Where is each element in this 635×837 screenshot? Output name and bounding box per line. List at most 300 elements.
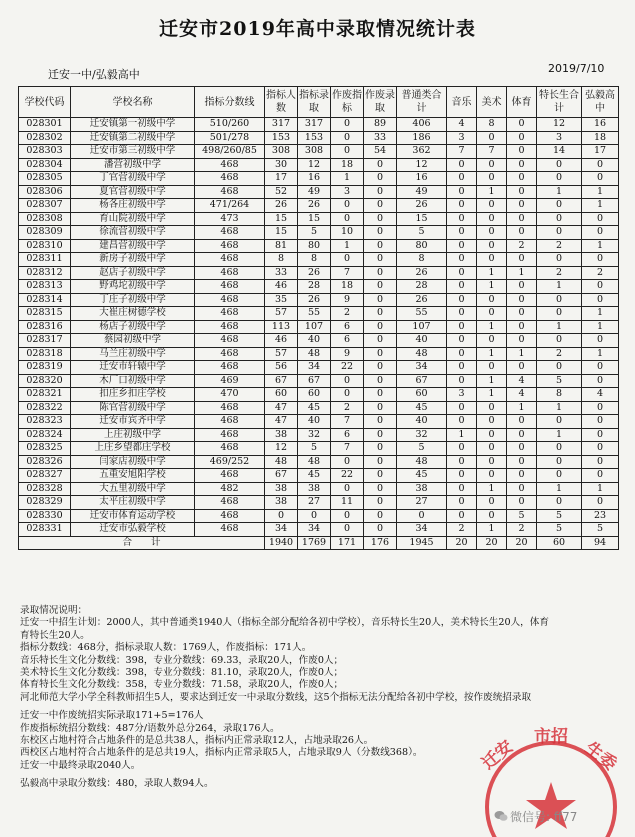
value-cell: 0: [331, 131, 364, 145]
value-cell: 468: [195, 347, 265, 361]
total-value-cell: 20: [477, 536, 507, 550]
value-cell: 0: [364, 469, 397, 483]
note-line: 录取情况说明：: [20, 605, 88, 616]
table-row: [19, 185, 619, 199]
value-cell: 0: [582, 212, 619, 226]
value-cell: 0: [507, 334, 537, 348]
value-cell: 26: [298, 199, 331, 213]
value-cell: 12: [397, 158, 447, 172]
note-line: 迁安一中招生计划：2000人，其中普通类1940人（指标全部分配给各初中学校），音乐特长生20人，美术特长生20人，体育: [20, 617, 549, 629]
value-cell: 5: [298, 442, 331, 456]
value-cell: 40: [397, 334, 447, 348]
value-cell: 22: [331, 361, 364, 375]
table-row: [19, 361, 619, 375]
value-cell: 501/278: [195, 131, 265, 145]
value-cell: 1: [331, 172, 364, 186]
value-cell: 40: [298, 415, 331, 429]
value-cell: 2: [507, 523, 537, 537]
table-row: [19, 226, 619, 240]
value-cell: 3: [331, 185, 364, 199]
school-code-cell: 028304: [19, 158, 71, 172]
table-row: [19, 442, 619, 456]
svg-text:生委: 生委: [580, 738, 621, 775]
value-cell: 468: [195, 428, 265, 442]
value-cell: 468: [195, 280, 265, 294]
value-cell: 14: [537, 145, 582, 159]
school-name-cell: 蔡园初级中学: [71, 334, 195, 348]
value-cell: 468: [195, 253, 265, 267]
school-name-cell: 大崔庄树德学校: [71, 307, 195, 321]
table-row: [19, 455, 619, 469]
value-cell: 48: [298, 347, 331, 361]
total-value-cell: 1769: [298, 536, 331, 550]
value-cell: 0: [477, 131, 507, 145]
value-cell: 468: [195, 496, 265, 510]
value-cell: 16: [582, 118, 619, 132]
value-cell: 0: [537, 199, 582, 213]
value-cell: 0: [507, 280, 537, 294]
value-cell: 0: [331, 199, 364, 213]
value-cell: 34: [265, 523, 298, 537]
value-cell: 468: [195, 266, 265, 280]
school-name-cell: 迁安镇第一初级中学: [71, 118, 195, 132]
value-cell: 0: [477, 496, 507, 510]
value-cell: 0: [582, 469, 619, 483]
value-cell: 0: [447, 374, 477, 388]
value-cell: 0: [477, 469, 507, 483]
value-cell: 0: [364, 401, 397, 415]
value-cell: 468: [195, 523, 265, 537]
table-row: [19, 280, 619, 294]
school-name-cell: 夏官营初级中学: [71, 185, 195, 199]
value-cell: 0: [364, 253, 397, 267]
school-code-cell: 028310: [19, 239, 71, 253]
value-cell: 0: [477, 212, 507, 226]
value-cell: 0: [477, 158, 507, 172]
value-cell: 81: [265, 239, 298, 253]
value-cell: 67: [397, 374, 447, 388]
value-cell: 33: [364, 131, 397, 145]
value-cell: 0: [507, 185, 537, 199]
value-cell: 60: [397, 388, 447, 402]
value-cell: 0: [364, 442, 397, 456]
value-cell: 107: [397, 320, 447, 334]
value-cell: 8: [397, 253, 447, 267]
school-code-cell: 028326: [19, 455, 71, 469]
value-cell: 0: [537, 496, 582, 510]
value-cell: 26: [265, 199, 298, 213]
value-cell: 469: [195, 374, 265, 388]
value-cell: 67: [265, 469, 298, 483]
value-cell: 317: [265, 118, 298, 132]
table-row: [19, 415, 619, 429]
school-code-cell: 028331: [19, 523, 71, 537]
school-name-cell: 上庄乡望都庄学校: [71, 442, 195, 456]
note-line: 音乐特长生文化分数线：398，专业分数线：69.33，录取20人，作废0人；: [20, 654, 344, 666]
value-cell: 0: [331, 374, 364, 388]
value-cell: 0: [364, 482, 397, 496]
value-cell: 0: [507, 293, 537, 307]
value-cell: 0: [507, 158, 537, 172]
value-cell: 0: [447, 469, 477, 483]
value-cell: 38: [298, 482, 331, 496]
value-cell: 1: [537, 482, 582, 496]
value-cell: 0: [364, 293, 397, 307]
school-code-cell: 028308: [19, 212, 71, 226]
value-cell: 0: [364, 239, 397, 253]
value-cell: 0: [537, 293, 582, 307]
value-cell: 26: [397, 293, 447, 307]
value-cell: 0: [507, 428, 537, 442]
total-value-cell: 20: [507, 536, 537, 550]
value-cell: 1: [477, 482, 507, 496]
value-cell: 0: [537, 334, 582, 348]
value-cell: 7: [331, 266, 364, 280]
school-name-cell: 杨各庄初级中学: [71, 199, 195, 213]
value-cell: 80: [298, 239, 331, 253]
value-cell: 0: [537, 469, 582, 483]
value-cell: 0: [537, 455, 582, 469]
value-cell: 468: [195, 320, 265, 334]
school-code-cell: 028315: [19, 307, 71, 321]
column-header: 音乐: [447, 87, 477, 118]
value-cell: 28: [298, 280, 331, 294]
value-cell: 0: [507, 469, 537, 483]
value-cell: 34: [298, 523, 331, 537]
value-cell: 1: [582, 320, 619, 334]
value-cell: 0: [582, 428, 619, 442]
value-cell: 468: [195, 239, 265, 253]
value-cell: 0: [507, 131, 537, 145]
value-cell: 40: [298, 334, 331, 348]
value-cell: 18: [331, 158, 364, 172]
value-cell: 0: [507, 361, 537, 375]
school-code-cell: 028305: [19, 172, 71, 186]
value-cell: 0: [537, 442, 582, 456]
table-row: [19, 509, 619, 523]
school-code-cell: 028330: [19, 509, 71, 523]
value-cell: 1: [582, 482, 619, 496]
value-cell: 2: [331, 307, 364, 321]
value-cell: 17: [582, 145, 619, 159]
value-cell: 33: [265, 266, 298, 280]
value-cell: 0: [477, 442, 507, 456]
value-cell: 0: [582, 374, 619, 388]
value-cell: 2: [447, 523, 477, 537]
svg-text:市招: 市招: [534, 727, 568, 747]
value-cell: 8: [477, 118, 507, 132]
value-cell: 0: [537, 361, 582, 375]
value-cell: 1: [537, 320, 582, 334]
value-cell: 38: [265, 428, 298, 442]
admission-table: [18, 86, 619, 550]
value-cell: 5: [537, 523, 582, 537]
value-cell: 153: [298, 131, 331, 145]
school-code-cell: 028320: [19, 374, 71, 388]
column-header: 指标录取: [298, 87, 331, 118]
document-date: 2019/7/10: [548, 62, 605, 75]
value-cell: 57: [265, 347, 298, 361]
value-cell: 0: [447, 347, 477, 361]
note-line: 迁安一中作废统招实际录取171+5=176人: [20, 710, 204, 722]
value-cell: 4: [507, 388, 537, 402]
value-cell: 0: [447, 280, 477, 294]
value-cell: 2: [331, 401, 364, 415]
value-cell: 0: [477, 199, 507, 213]
value-cell: 34: [397, 361, 447, 375]
value-cell: 5: [507, 509, 537, 523]
column-header: 学校代码: [19, 87, 71, 118]
value-cell: 7: [331, 415, 364, 429]
value-cell: 54: [364, 145, 397, 159]
value-cell: 1: [537, 428, 582, 442]
value-cell: 0: [447, 361, 477, 375]
value-cell: 9: [331, 347, 364, 361]
value-cell: 18: [582, 131, 619, 145]
note-line: 指标分数线：468分，指标录取人数：1769人，作废指标：171人。: [20, 642, 312, 654]
value-cell: 45: [397, 469, 447, 483]
value-cell: 45: [298, 401, 331, 415]
value-cell: 80: [397, 239, 447, 253]
value-cell: 0: [364, 455, 397, 469]
value-cell: 22: [331, 469, 364, 483]
total-value-cell: 60: [537, 536, 582, 550]
table-row: [19, 388, 619, 402]
value-cell: 15: [265, 212, 298, 226]
value-cell: 0: [265, 509, 298, 523]
note-line: 体育特长生文化分数线：358，专业分数线：71.58，录取20人，作废0人；: [20, 679, 344, 691]
value-cell: 1: [507, 401, 537, 415]
school-code-cell: 028313: [19, 280, 71, 294]
value-cell: 0: [507, 307, 537, 321]
value-cell: 0: [364, 415, 397, 429]
value-cell: 5: [397, 226, 447, 240]
value-cell: 0: [364, 172, 397, 186]
value-cell: 0: [507, 320, 537, 334]
value-cell: 471/264: [195, 199, 265, 213]
value-cell: 47: [265, 415, 298, 429]
value-cell: 1: [477, 374, 507, 388]
value-cell: 6: [331, 428, 364, 442]
value-cell: 1: [507, 347, 537, 361]
value-cell: 38: [265, 496, 298, 510]
value-cell: 0: [582, 280, 619, 294]
table-row: [19, 293, 619, 307]
value-cell: 0: [331, 509, 364, 523]
school-code-cell: 028328: [19, 482, 71, 496]
value-cell: 52: [265, 185, 298, 199]
value-cell: 11: [331, 496, 364, 510]
table-row: [19, 334, 619, 348]
value-cell: 0: [582, 158, 619, 172]
value-cell: 23: [582, 509, 619, 523]
value-cell: 0: [582, 415, 619, 429]
value-cell: 468: [195, 469, 265, 483]
value-cell: 0: [447, 307, 477, 321]
school-name-cell: 新房子初级中学: [71, 253, 195, 267]
value-cell: 1: [477, 347, 507, 361]
table-row: [19, 145, 619, 159]
column-header: 普通类合计: [397, 87, 447, 118]
value-cell: 510/260: [195, 118, 265, 132]
value-cell: 0: [447, 199, 477, 213]
value-cell: 4: [582, 388, 619, 402]
value-cell: 38: [397, 482, 447, 496]
column-header: 弘毅高中: [582, 87, 619, 118]
school-name-cell: 五重安旭阳学校: [71, 469, 195, 483]
value-cell: 468: [195, 415, 265, 429]
school-code-cell: 028302: [19, 131, 71, 145]
table-row: [19, 239, 619, 253]
value-cell: 55: [397, 307, 447, 321]
school-code-cell: 028318: [19, 347, 71, 361]
value-cell: 0: [507, 226, 537, 240]
value-cell: 0: [537, 307, 582, 321]
value-cell: 153: [265, 131, 298, 145]
value-cell: 113: [265, 320, 298, 334]
value-cell: 3: [447, 131, 477, 145]
value-cell: 0: [364, 280, 397, 294]
value-cell: 0: [507, 455, 537, 469]
table-row: [19, 118, 619, 132]
column-header: 作废指标: [331, 87, 364, 118]
value-cell: 48: [298, 455, 331, 469]
value-cell: 0: [397, 509, 447, 523]
value-cell: 468: [195, 442, 265, 456]
value-cell: 0: [507, 199, 537, 213]
value-cell: 4: [507, 374, 537, 388]
value-cell: 482: [195, 482, 265, 496]
school-code-cell: 028314: [19, 293, 71, 307]
table-row: [19, 307, 619, 321]
table-row: [19, 158, 619, 172]
table-row: [19, 131, 619, 145]
value-cell: 1: [477, 280, 507, 294]
value-cell: 468: [195, 401, 265, 415]
value-cell: 0: [331, 455, 364, 469]
value-cell: 0: [537, 226, 582, 240]
value-cell: 46: [265, 280, 298, 294]
total-row: [19, 536, 619, 550]
value-cell: 8: [537, 388, 582, 402]
value-cell: 0: [447, 401, 477, 415]
table-row: [19, 374, 619, 388]
school-code-cell: 028329: [19, 496, 71, 510]
value-cell: 30: [265, 158, 298, 172]
value-cell: 468: [195, 307, 265, 321]
value-cell: 12: [265, 442, 298, 456]
value-cell: 1: [447, 428, 477, 442]
note-line: 育特长生20人。: [20, 629, 90, 641]
svg-text:迁安: 迁安: [478, 736, 518, 774]
school-code-cell: 028301: [19, 118, 71, 132]
value-cell: 468: [195, 509, 265, 523]
value-cell: 470: [195, 388, 265, 402]
value-cell: 1: [477, 320, 507, 334]
school-name-cell: 马兰庄初级中学: [71, 347, 195, 361]
value-cell: 3: [537, 131, 582, 145]
school-name-cell: 建昌营初级中学: [71, 239, 195, 253]
value-cell: 0: [364, 347, 397, 361]
value-cell: 186: [397, 131, 447, 145]
value-cell: 8: [298, 253, 331, 267]
value-cell: 32: [298, 428, 331, 442]
school-code-cell: 028303: [19, 145, 71, 159]
value-cell: 0: [537, 415, 582, 429]
column-header: 指标分数线: [195, 87, 265, 118]
value-cell: 0: [447, 320, 477, 334]
value-cell: 5: [582, 523, 619, 537]
value-cell: 0: [477, 253, 507, 267]
school-name-cell: 徐流营初级中学: [71, 226, 195, 240]
value-cell: 1: [537, 185, 582, 199]
value-cell: 0: [447, 239, 477, 253]
value-cell: 1: [537, 280, 582, 294]
value-cell: 0: [447, 253, 477, 267]
table-row: [19, 320, 619, 334]
value-cell: 0: [447, 455, 477, 469]
value-cell: 32: [397, 428, 447, 442]
value-cell: 26: [298, 266, 331, 280]
school-name-cell: 丁庄子初级中学: [71, 293, 195, 307]
school-code-cell: 028327: [19, 469, 71, 483]
school-name-cell: 野鸡坨初级中学: [71, 280, 195, 294]
value-cell: 10: [331, 226, 364, 240]
value-cell: 308: [265, 145, 298, 159]
value-cell: 0: [447, 293, 477, 307]
value-cell: 473: [195, 212, 265, 226]
value-cell: 0: [507, 442, 537, 456]
value-cell: 0: [507, 496, 537, 510]
school-name-cell: 陈官营初级中学: [71, 401, 195, 415]
value-cell: 27: [397, 496, 447, 510]
school-code-cell: 028309: [19, 226, 71, 240]
value-cell: 0: [447, 266, 477, 280]
value-cell: 0: [477, 509, 507, 523]
table-row: [19, 253, 619, 267]
value-cell: 15: [265, 226, 298, 240]
value-cell: 3: [447, 388, 477, 402]
value-cell: 48: [397, 347, 447, 361]
total-value-cell: 176: [364, 536, 397, 550]
value-cell: 0: [447, 496, 477, 510]
value-cell: 6: [331, 334, 364, 348]
school-code-cell: 028316: [19, 320, 71, 334]
table-row: [19, 482, 619, 496]
note-line: 西校区占地村符合占地条件的是总共19人，指标内正常录取5人，占地录取9人（分数线368）。: [20, 747, 423, 759]
value-cell: 0: [477, 428, 507, 442]
value-cell: 48: [397, 455, 447, 469]
school-subtitle: 迁安一中/弘毅高中: [48, 68, 140, 81]
value-cell: 468: [195, 293, 265, 307]
value-cell: 0: [331, 482, 364, 496]
value-cell: 0: [507, 118, 537, 132]
value-cell: 468: [195, 226, 265, 240]
value-cell: 0: [582, 361, 619, 375]
value-cell: 26: [397, 199, 447, 213]
school-name-cell: 太平庄初级中学: [71, 496, 195, 510]
value-cell: 0: [477, 361, 507, 375]
table-row: [19, 496, 619, 510]
value-cell: 1: [537, 401, 582, 415]
value-cell: 26: [397, 266, 447, 280]
value-cell: 468: [195, 334, 265, 348]
value-cell: 0: [477, 401, 507, 415]
value-cell: 0: [507, 212, 537, 226]
value-cell: 56: [265, 361, 298, 375]
school-name-cell: 育山院初级中学: [71, 212, 195, 226]
value-cell: 27: [298, 496, 331, 510]
